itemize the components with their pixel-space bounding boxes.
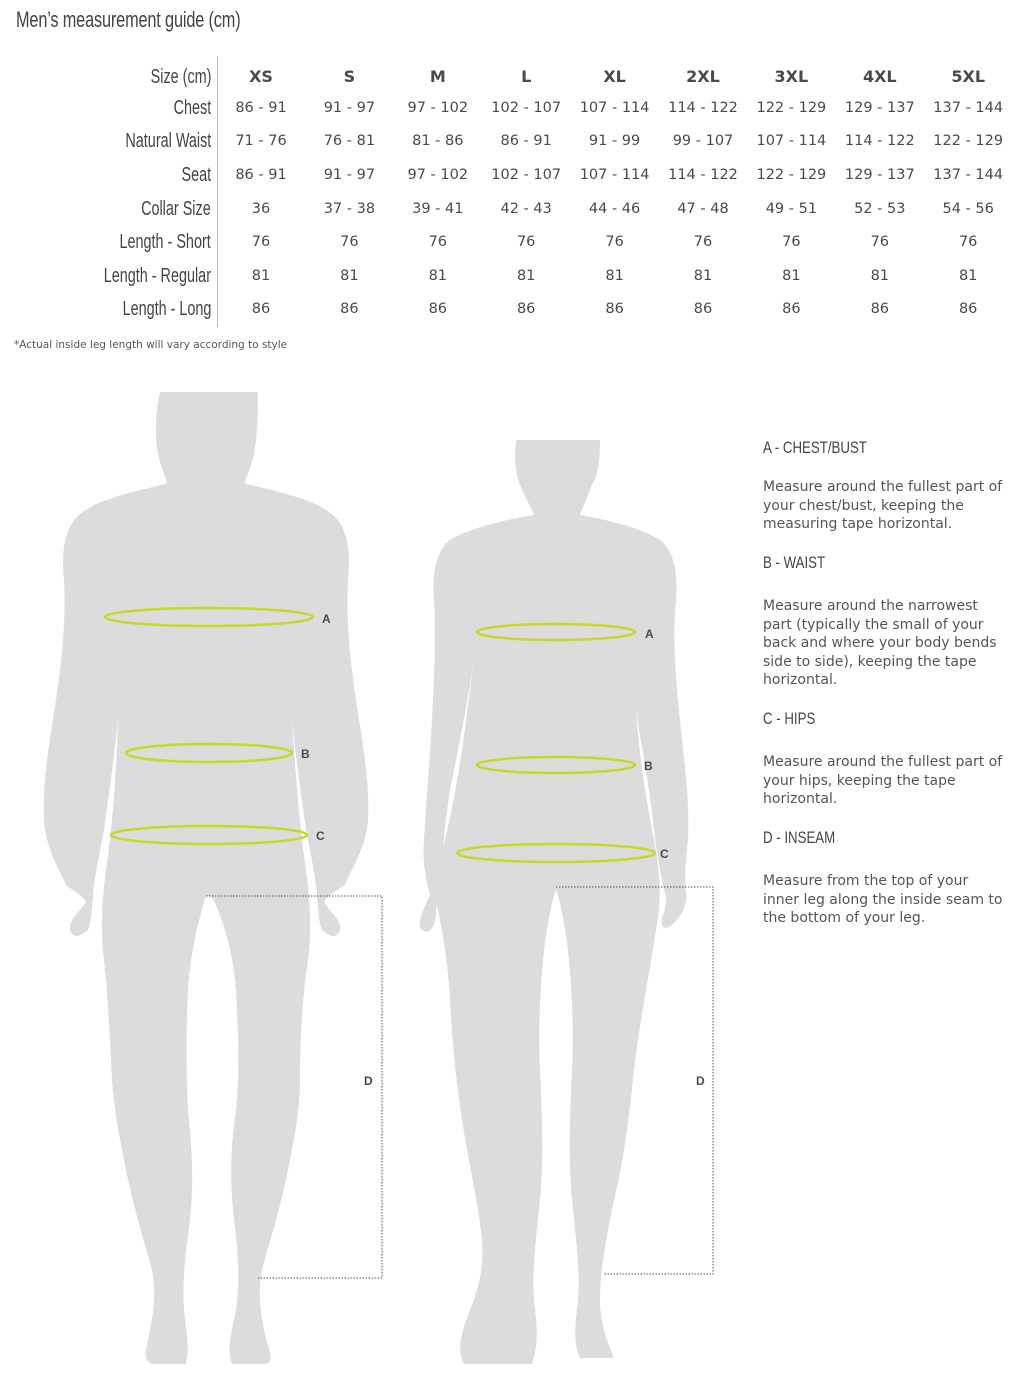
measurement-cell: 86 <box>693 301 713 317</box>
measurement-cell: 47 - 48 <box>677 201 729 217</box>
size-column-header: S <box>343 67 356 86</box>
measurement-cell: 99 - 107 <box>672 133 734 149</box>
measurement-cell: 107 - 114 <box>579 100 650 116</box>
measurement-cell: 76 <box>340 234 359 250</box>
size-column-header: L <box>521 67 532 86</box>
measurement-cell: 36 <box>251 201 271 217</box>
measurement-cell: 107 - 114 <box>756 133 827 149</box>
measurement-cell: 122 - 129 <box>756 167 827 183</box>
measurement-cell: 86 - 91 <box>235 100 287 116</box>
measurement-cell: 49 - 51 <box>765 201 818 217</box>
measurement-cell: 81 <box>693 268 713 284</box>
measurement-cell: 137 - 144 <box>933 100 1004 116</box>
measurement-cell: 97 - 102 <box>407 167 469 183</box>
measurement-cell: 76 - 81 <box>323 133 376 149</box>
measurement-cell: 137 - 144 <box>933 167 1004 183</box>
measurement-cell: 42 - 43 <box>500 201 552 217</box>
female-silhouette <box>420 440 689 1364</box>
measurement-cell: 71 - 76 <box>235 133 287 149</box>
measurement-cell: 86 <box>958 301 978 317</box>
female-label-b: B <box>644 759 653 773</box>
measurement-cell: 91 - 97 <box>323 100 376 116</box>
measurement-cell: 76 <box>958 234 978 250</box>
page-title: Men’s measurement guide (cm) <box>16 7 241 32</box>
female-label-a: A <box>645 627 654 641</box>
measurement-cell: 86 - 91 <box>235 167 287 183</box>
measurement-cell: 114 - 122 <box>668 167 738 183</box>
size-header-label: Size (cm) <box>150 66 211 88</box>
measurement-cell: 114 - 122 <box>668 100 738 116</box>
guide-text-chest: Measure around the fullest part of your chest/bust, keeping the measuring tape horizontal. <box>763 479 1003 532</box>
measurement-cell: 91 - 97 <box>323 167 376 183</box>
measurement-cell: 54 - 56 <box>942 201 994 217</box>
measurement-row-label: Length - Long <box>122 298 211 320</box>
guide-heading-chest: A - CHEST/BUST <box>763 438 867 457</box>
measurement-cell: 114 - 122 <box>844 133 915 149</box>
male-label-a: A <box>322 612 331 626</box>
measurement-row-label: Collar Size <box>141 198 211 220</box>
measurement-cell: 76 <box>516 234 536 250</box>
measurement-cell: 122 - 129 <box>933 133 1004 149</box>
guide-text-inseam: Measure from the top of your inner leg along the inside seam to the bottom of your leg. <box>763 873 1003 926</box>
guide-heading-waist: B - WAIST <box>763 553 826 572</box>
measurement-cell: 76 <box>428 234 448 250</box>
size-column-header: M <box>429 67 446 86</box>
measurement-cell: 86 <box>340 301 359 317</box>
measurement-cell: 129 - 137 <box>844 100 915 116</box>
measurement-cell: 76 <box>782 234 801 250</box>
measurement-cell: 44 - 46 <box>588 201 641 217</box>
footnote: *Actual inside leg length will vary according to style <box>14 339 288 351</box>
size-column-header: 3XL <box>774 67 809 86</box>
measurement-cell: 97 - 102 <box>407 100 469 116</box>
measurement-cell: 81 <box>340 268 359 284</box>
measurement-cell: 86 - 91 <box>500 133 552 149</box>
measurement-row-label: Natural Waist <box>125 130 211 152</box>
guide-heading-inseam: D - INSEAM <box>763 828 836 847</box>
male-label-b: B <box>301 747 310 761</box>
measurement-cell: 81 <box>782 268 801 284</box>
measurement-cell: 81 <box>251 268 271 284</box>
guide-heading-hips: C - HIPS <box>763 709 816 728</box>
measurement-cell: 122 - 129 <box>756 100 827 116</box>
male-label-c: C <box>316 829 325 843</box>
size-column-header: XS <box>249 67 273 86</box>
size-column-header: 2XL <box>686 67 720 86</box>
measurement-cell: 76 <box>870 234 890 250</box>
measurement-cell: 81 <box>428 268 448 284</box>
measurement-cell: 107 - 114 <box>579 167 650 183</box>
measurement-cell: 86 <box>605 301 624 317</box>
measurement-cell: 81 <box>516 268 536 284</box>
measurement-cell: 37 - 38 <box>323 201 376 217</box>
male-label-d: D <box>364 1074 373 1088</box>
measurement-row-label: Length - Short <box>119 231 211 253</box>
measurement-cell: 86 <box>870 301 890 317</box>
measurement-cell: 81 <box>605 268 624 284</box>
measurement-cell: 86 <box>251 301 271 317</box>
measurement-cell: 81 - 86 <box>412 133 464 149</box>
measurement-row-label: Length - Regular <box>103 265 211 287</box>
measurement-cell: 86 <box>782 301 801 317</box>
size-column-header: XL <box>603 67 626 86</box>
measurement-row-label: Chest <box>173 97 211 119</box>
size-column-header: 4XL <box>862 67 897 86</box>
measurement-cell: 86 <box>428 301 448 317</box>
measurement-cell: 76 <box>251 234 271 250</box>
measurement-cell: 102 - 107 <box>491 167 562 183</box>
guide-text-waist: Measure around the narrowest part (typically the small of your back and where your body bends side to side), keeping the tape horizontal. <box>763 598 997 688</box>
measurement-cell: 76 <box>605 234 624 250</box>
size-column-header: 5XL <box>951 67 986 86</box>
measurement-cell: 102 - 107 <box>491 100 562 116</box>
female-label-c: C <box>660 847 669 861</box>
measurement-cell: 129 - 137 <box>844 167 915 183</box>
measurement-cell: 76 <box>693 234 713 250</box>
measurement-cell: 52 - 53 <box>854 201 906 217</box>
measurement-cell: 81 <box>870 268 890 284</box>
measurement-cell: 91 - 99 <box>588 133 641 149</box>
measurement-cell: 39 - 41 <box>412 201 464 217</box>
female-label-d: D <box>696 1074 705 1088</box>
measurement-row-label: Seat <box>181 164 211 186</box>
measurement-cell: 81 <box>958 268 978 284</box>
measurement-cell: 86 <box>516 301 536 317</box>
guide-text-hips: Measure around the fullest part of your hips, keeping the tape horizontal. <box>763 754 1003 807</box>
male-silhouette <box>44 392 369 1364</box>
